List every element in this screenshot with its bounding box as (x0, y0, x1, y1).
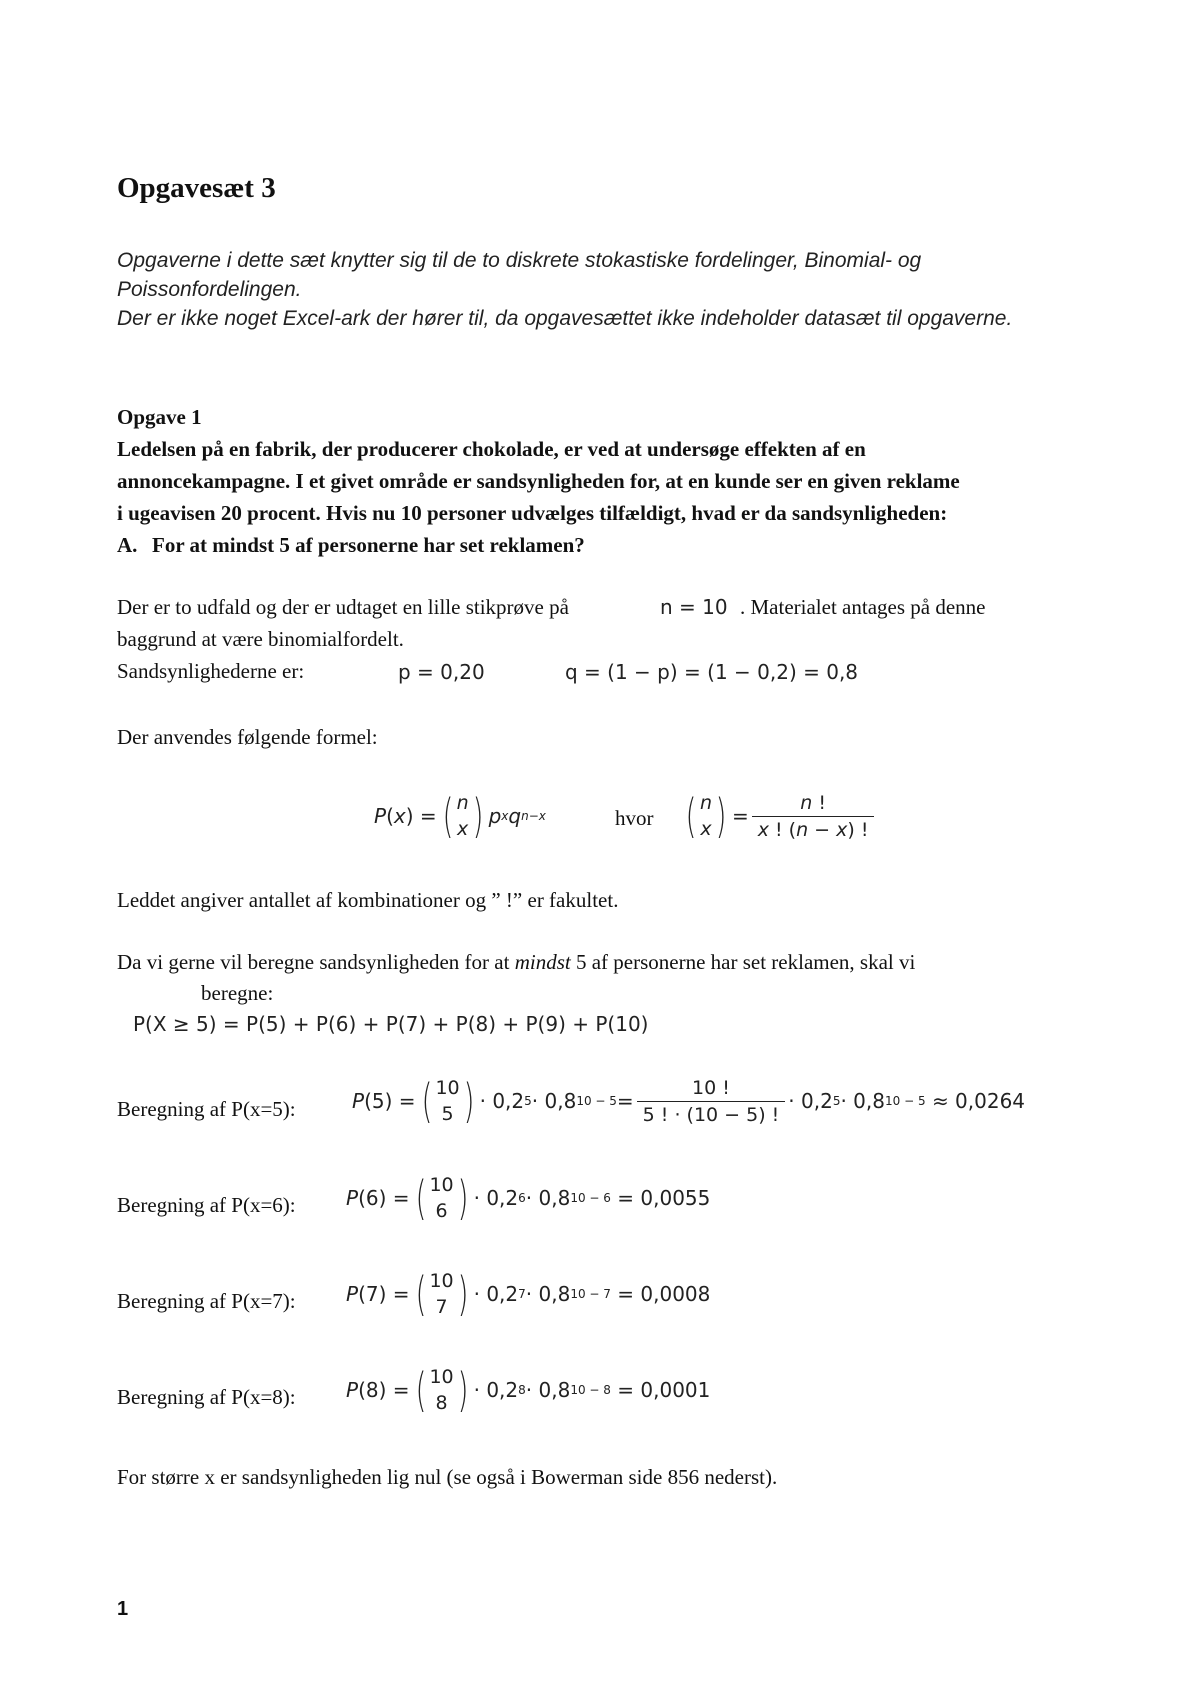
sample-text: Der er to udfald og der er udtaget en lille stikprøve på (117, 595, 569, 619)
calc-p8-result: = 0,0001 (617, 1378, 711, 1402)
calc-p7-result: = 0,0008 (617, 1282, 711, 1306)
opgave-heading: Opgave 1 (117, 405, 202, 429)
binomial-coefficient-definition: ( n x ) = $\frac{n !}{x ! (n - x) !}$ (680, 790, 877, 842)
sample-text-cont: . Materialet antages på denne (740, 595, 986, 619)
conclusion-text: For større x er sandsynligheden lig nul (se også i Bowerman side 856 nederst). (117, 1465, 778, 1489)
calc-p5-result: ≈ 0,0264 (931, 1089, 1026, 1113)
mindst-emphasis: mindst (514, 950, 571, 974)
calc-p8-label: Beregning af P(x=8): (117, 1385, 296, 1409)
calc-p8-formula: P (8) = ( 10 8 ) · 0,2 8 · 0,8 10 − 8 = 0,0001 (346, 1363, 711, 1417)
sum-expression: P(X ≥ 5) = P(5) + P(6) + P(7) + P(8) + P(9) + P(10) (133, 1012, 649, 1036)
item-a-text: For at mindst 5 af personerne har set reklamen? (152, 533, 585, 557)
opgave-text-line-2: annoncekampagne. I et givet område er sandsynligheden for, at en kunde ser en given reklame (117, 469, 960, 493)
intro-line-3: Der er ikke noget Excel-ark der hører til, da opgavesættet ikke indeholder datasæt til opgaverne. (117, 307, 1013, 330)
mindst-text-a: Da vi gerne vil beregne sandsynligheden for at (117, 950, 510, 974)
q-equation: q = (1 − p) = (1 − 0,2) = 0,8 (565, 660, 859, 684)
mindst-text-b: 5 af personerne har set reklamen, skal vi (575, 950, 916, 974)
binomial-coefficient: ( n x ) (442, 789, 484, 843)
sample-text-line-2: baggrund at være binomialfordelt. (117, 627, 404, 651)
calc-p5-label: Beregning af P(x=5): (117, 1097, 296, 1121)
calc-p7-formula: P (7) = ( 10 7 ) · 0,2 7 · 0,8 10 − 7 = 0,0008 (346, 1267, 711, 1321)
calc-p6-label: Beregning af P(x=6): (117, 1193, 296, 1217)
formula-where: hvor (615, 806, 654, 830)
mindst-line (117, 950, 915, 975)
opgave-text-line-3: i ugeavisen 20 procent. Hvis nu 10 personer udvælges tilfældigt, hvad er da sandsynligheden: (117, 501, 948, 525)
intro-line-1: Opgaverne i dette sæt knytter sig til de to diskrete stokastiske fordelinger, Binomial- og (117, 249, 922, 272)
page-number: 1 (117, 1598, 129, 1620)
calc-p6-result: = 0,0055 (617, 1186, 711, 1210)
page-title: Opgavesæt 3 (117, 172, 276, 204)
beregne-text: beregne: (201, 981, 274, 1005)
calc-p6-formula: P (6) = ( 10 6 ) · 0,2 6 · 0,8 10 − 6 = 0,0055 (346, 1171, 711, 1225)
intro-line-2: Poissonfordelingen. (117, 278, 302, 301)
p-equation: p = 0,20 (398, 660, 485, 684)
sample-size-math: n = 10 (660, 595, 728, 619)
formula-intro: Der anvendes følgende formel: (117, 725, 378, 749)
prob-label: Sandsynlighederne er: (117, 659, 305, 683)
item-a-letter: A. (117, 533, 138, 557)
binomial-formula: P ( x ) = ( n x ) p x q n−x (374, 789, 546, 843)
leddet-text: Leddet angiver antallet af kombinationer og ” !” er fakultet. (117, 888, 619, 912)
calc-p7-label: Beregning af P(x=7): (117, 1289, 296, 1313)
opgave-text-line-1: Ledelsen på en fabrik, der producerer chokolade, er ved at undersøge effekten af en (117, 437, 866, 461)
calc-p5-formula: P (5) = ( 10 5 ) · 0,2 5 · 0,8 10 − 5 = $\frac{10 !}{5 ! \cdot (10 - 5) !}$ · 0,2 5 · 0,8 10 − 5 ≈ 0,0264 (352, 1074, 1026, 1128)
